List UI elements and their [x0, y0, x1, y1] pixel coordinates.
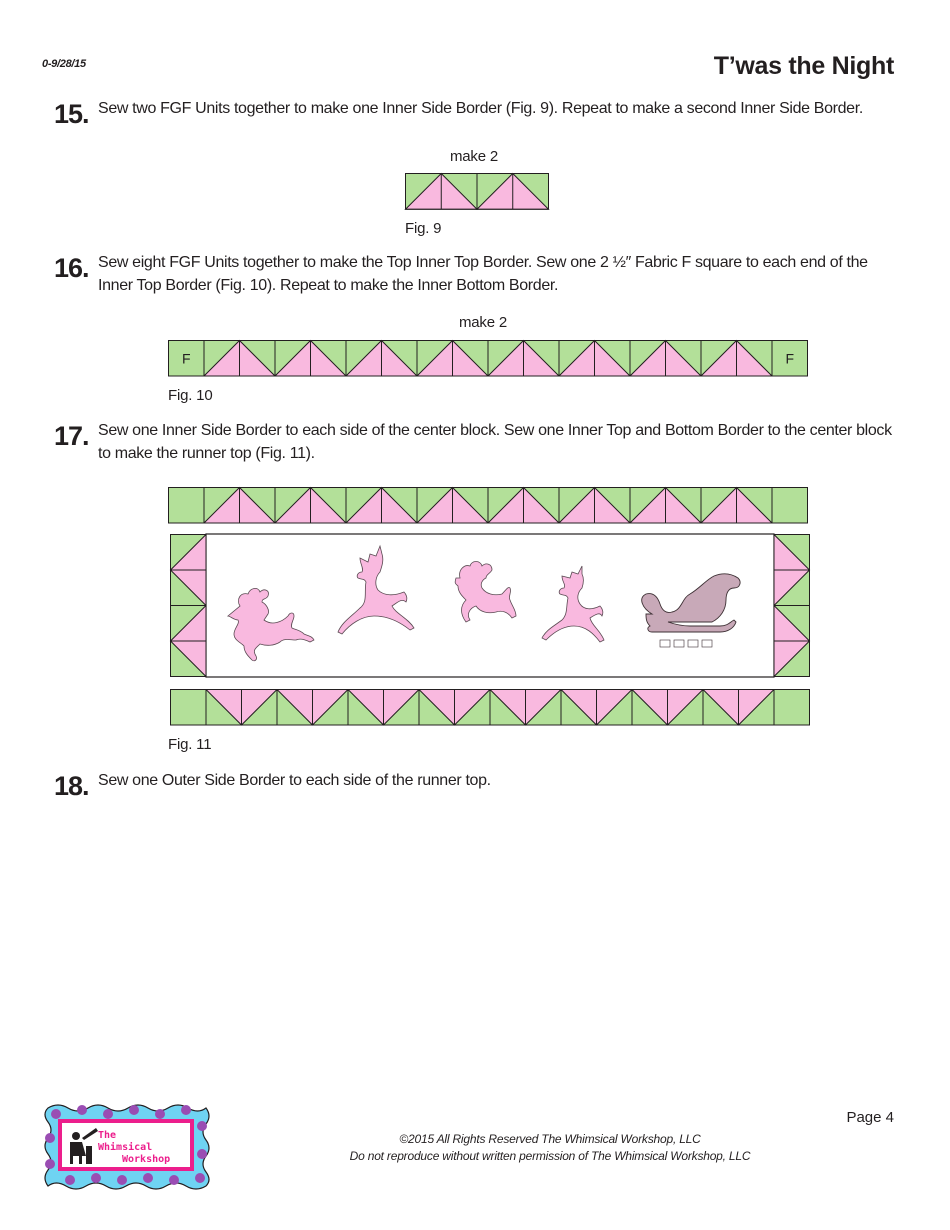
- copyright-notice: [300, 1131, 800, 1165]
- fig10-make-label: make 2: [459, 314, 507, 331]
- fig9-diagram: [405, 173, 549, 209]
- logo-line2: Whimsical: [98, 1142, 153, 1153]
- fig9-make-label: make 2: [450, 148, 498, 165]
- fig11-top-border: [168, 487, 808, 523]
- page-number: Page 4: [846, 1109, 894, 1126]
- svg-text:F: F: [785, 350, 795, 367]
- whimsical-workshop-logo: [42, 1102, 210, 1188]
- svg-text:F: F: [181, 350, 191, 367]
- copyright-line: ©2015 All Rights Reserved The Whimsical Workshop, LLC: [399, 1132, 701, 1146]
- logo-line1: The: [98, 1130, 117, 1141]
- date-code: 0-9/28/15: [42, 58, 86, 70]
- fig11-bottom-border: [170, 689, 810, 725]
- logo-line3: Workshop: [122, 1154, 171, 1165]
- step-number: 15.: [54, 99, 89, 129]
- step-text: Sew one Inner Side Border to each side of the center block. Sew one Inner Top and Bottom Border to the center block to make the runner top (Fig. 11).: [98, 422, 892, 462]
- step-number: 17.: [54, 421, 89, 451]
- step-number: 16.: [54, 253, 89, 283]
- step-text: Sew two FGF Units together to make one Inner Side Border (Fig. 9). Repeat to make a second Inner Side Border.: [98, 100, 863, 117]
- reproduction-notice: Do not reproduce without written permission of The Whimsical Workshop, LLC: [349, 1149, 751, 1163]
- step-number: 18.: [54, 771, 89, 801]
- step-text: Sew one Outer Side Border to each side of the runner top.: [98, 772, 491, 789]
- fig9-caption: Fig. 9: [405, 220, 442, 237]
- fig11-center-block: [170, 534, 810, 677]
- step-text: Sew eight FGF Units together to make the Top Inner Top Border. Sew one 2 ½″ Fabric F square to each end of the Inner Top Border (Fig. 10). Repeat to make the Inner Bottom Border.: [98, 254, 868, 294]
- page-title: T’was the Night: [713, 52, 894, 80]
- fig11-caption: Fig. 11: [168, 736, 212, 753]
- fig10-diagram: [168, 340, 808, 376]
- fig10-caption: Fig. 10: [168, 387, 213, 404]
